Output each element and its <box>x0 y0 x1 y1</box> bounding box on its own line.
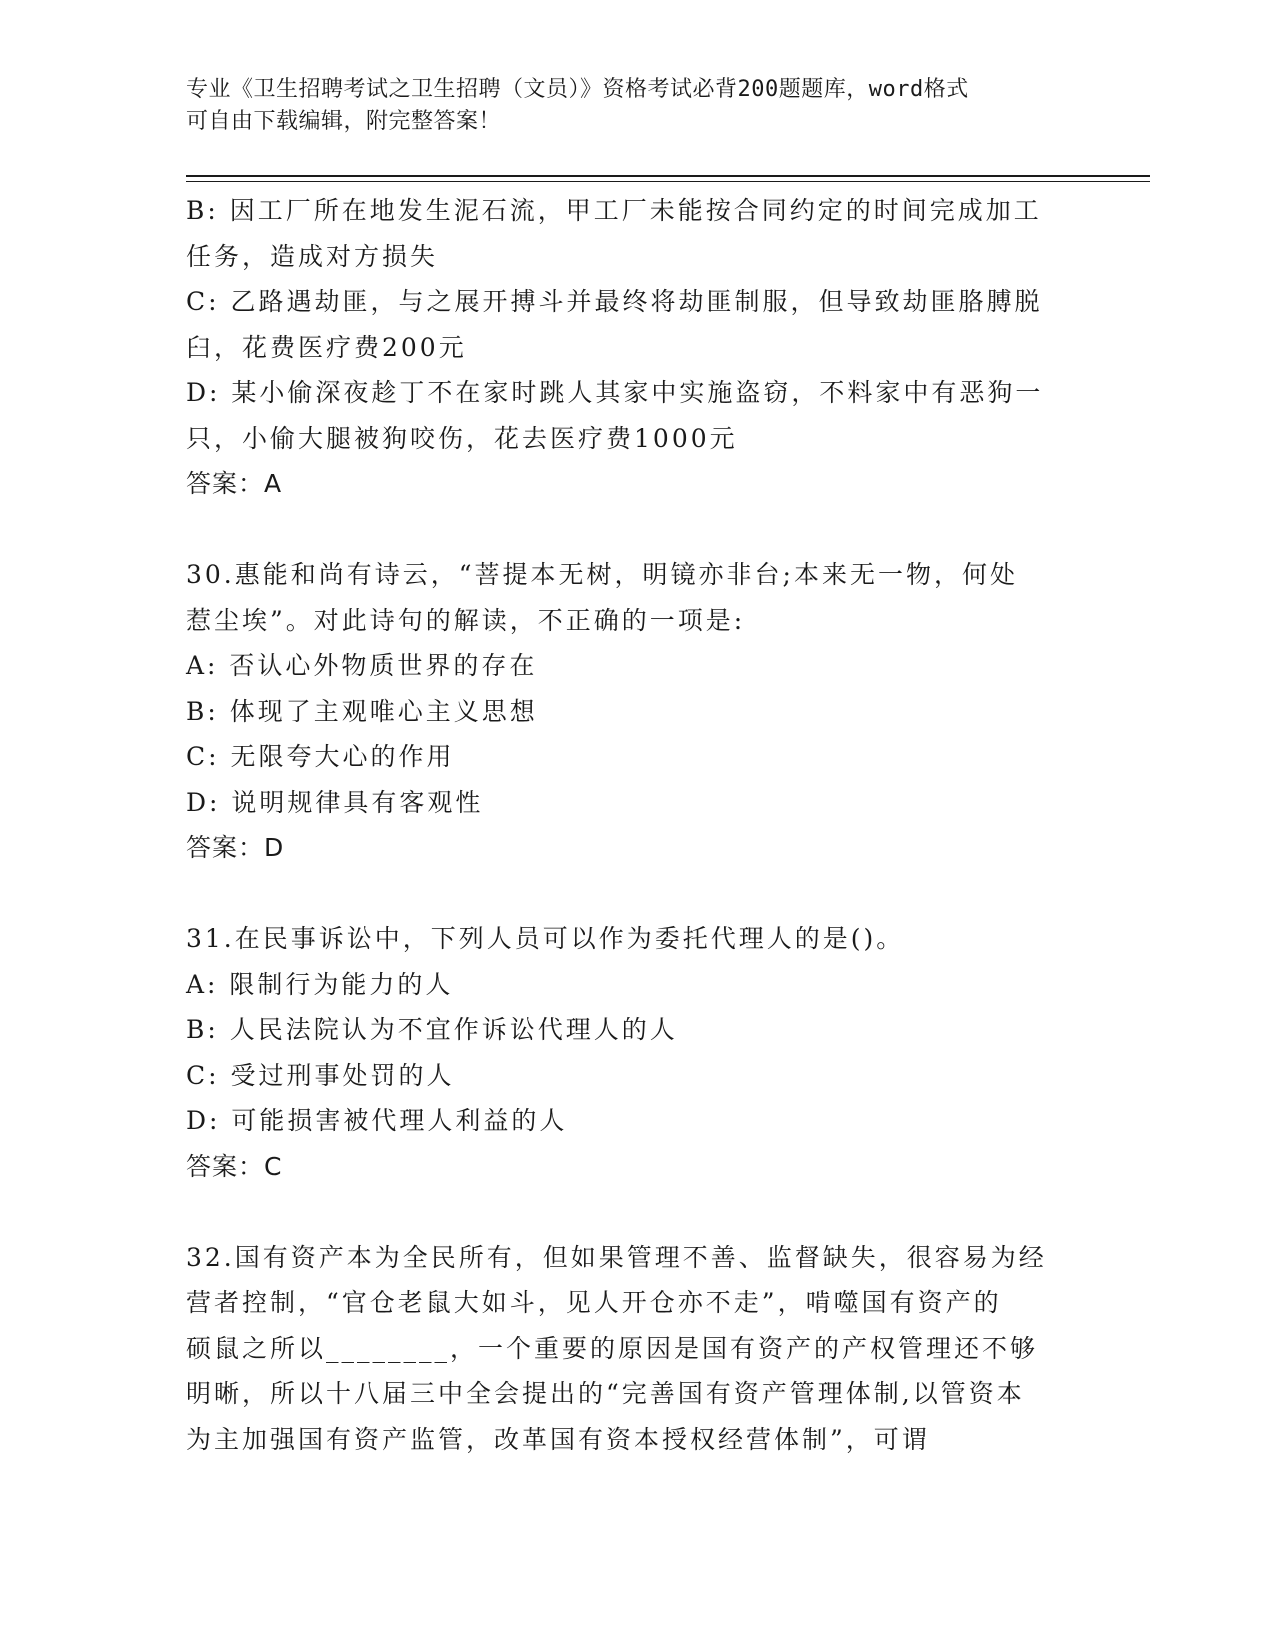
option-d: D: 说明规律具有客观性 <box>186 787 484 817</box>
option-d: D: 可能损害被代理人利益的人 <box>186 1106 568 1135</box>
answer-line: 答案：A <box>186 469 283 498</box>
option-b: B: 人民法院认为不宜作诉讼代理人的人 <box>186 1015 678 1044</box>
header-divider-thin <box>186 181 1150 182</box>
document-body <box>186 188 1086 1462</box>
option-b-line-2: 任务，造成对方损失 <box>186 241 439 271</box>
question-29 <box>186 188 1086 507</box>
document-header <box>186 74 1066 138</box>
question-stem-line-1: 30.惠能和尚有诗云，“菩提本无树，明镜亦非台;本来无一物，何处 <box>186 560 1018 589</box>
option-d-line-1: D: 某小偷深夜趁丁不在家时跳人其家中实施盗窃，不料家中有恶狗一 <box>186 378 1044 407</box>
header-title-line-1: 专业《卫生招聘考试之卫生招聘（文员）》资格考试必背200题题库，word格式 <box>186 77 969 102</box>
spacer <box>186 507 1086 553</box>
header-title-line-2: 可自由下载编辑，附完整答案！ <box>186 109 502 134</box>
option-c-line-1: C: 乙路遇劫匪，与之展开搏斗并最终将劫匪制服，但导致劫匪胳膊脱 <box>186 287 1043 316</box>
option-c-line-2: 臼，花费医疗费200元 <box>186 332 467 362</box>
spacer <box>186 1189 1086 1235</box>
question-stem-line-2: 惹尘埃”。对此诗句的解读，不正确的一项是: <box>186 605 746 635</box>
question-32 <box>186 1235 1086 1463</box>
question-stem-line-2: 营者控制，“官仓老鼠大如斗，见人开仓亦不走”，啃噬国有资产的 <box>186 1288 1002 1317</box>
option-b-line-1: B: 因工厂所在地发生泥石流，甲工厂未能按合同约定的时间完成加工 <box>186 196 1042 225</box>
question-stem-line-5: 为主加强国有资产监管，改革国有资本授权经营体制”，可谓 <box>186 1424 930 1454</box>
question-stem-line-4: 明晰，所以十八届三中全会提出的“完善国有资产管理体制,以管资本 <box>186 1379 1025 1408</box>
question-31 <box>186 916 1086 1189</box>
option-b: B: 体现了主观唯心主义思想 <box>186 696 538 726</box>
question-stem-line-1: 32.国有资产本为全民所有，但如果管理不善、监督缺失，很容易为经 <box>186 1242 1047 1272</box>
option-d-line-2: 只，小偷大腿被狗咬伤，花去医疗费1000元 <box>186 423 738 453</box>
option-a: A: 否认心外物质世界的存在 <box>186 651 538 680</box>
question-stem-line-1: 31.在民事诉讼中，下列人员可以作为委托代理人的是()。 <box>186 924 905 953</box>
answer-line: 答案：C <box>186 1151 283 1181</box>
question-stem-line-3: 硕鼠之所以________，一个重要的原因是国有资产的产权管理还不够 <box>186 1333 1039 1363</box>
option-c: C: 受过刑事处罚的人 <box>186 1060 455 1090</box>
header-divider-thick <box>186 175 1150 177</box>
option-c: C: 无限夸大心的作用 <box>186 742 455 771</box>
answer-line: 答案：D <box>186 833 285 862</box>
option-a: A: 限制行为能力的人 <box>186 969 454 999</box>
question-30 <box>186 552 1086 871</box>
spacer <box>186 871 1086 917</box>
